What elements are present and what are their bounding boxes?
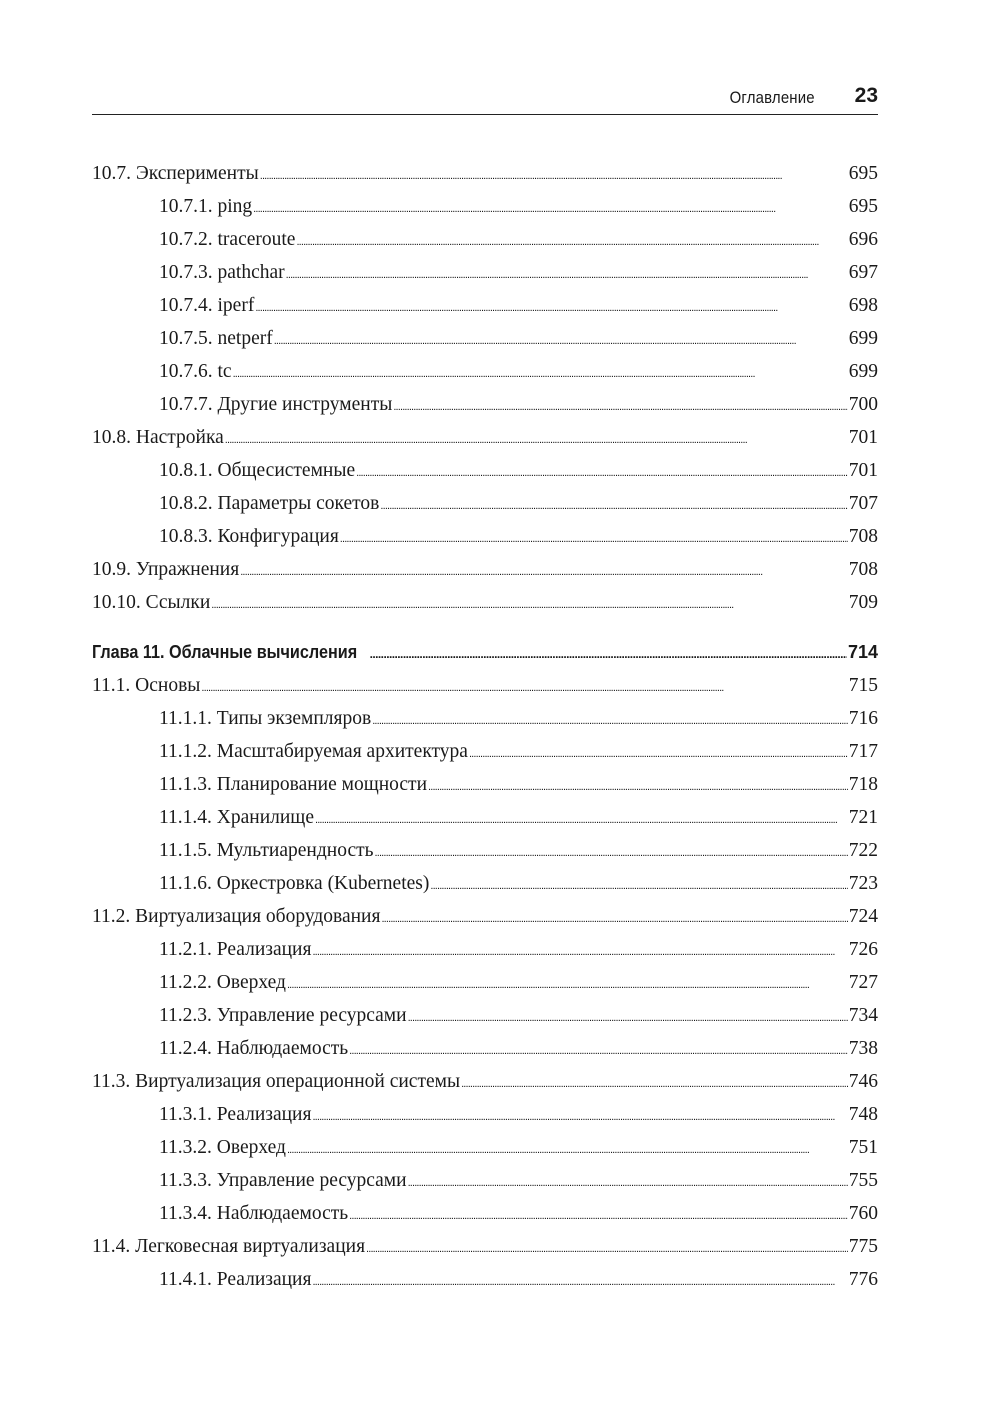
dot-leader: [201, 672, 847, 705]
toc-entry-page: 738: [848, 1038, 878, 1059]
toc-entry-page: 699: [848, 361, 878, 382]
dot-leader: [286, 259, 848, 292]
toc-chapter-entry[interactable]: [92, 636, 878, 669]
toc-entry-page: 734: [848, 1005, 878, 1026]
toc-entry-title: 11.1.3. Планирование мощности: [159, 774, 428, 795]
dot-leader: [312, 1266, 847, 1299]
toc-entry[interactable]: [92, 289, 878, 322]
toc-entry[interactable]: [92, 157, 878, 190]
toc-entry[interactable]: [92, 355, 878, 388]
toc-entry-title: 11.1. Основы: [92, 675, 201, 696]
toc-entry-page: 701: [848, 460, 878, 481]
toc-entry-title: 11.1.1. Типы экземпляров: [159, 708, 372, 729]
toc-entry[interactable]: [92, 900, 878, 933]
dot-leader: [356, 457, 848, 490]
toc-entry[interactable]: [92, 1164, 878, 1197]
dot-leader: [315, 804, 848, 837]
toc-entry[interactable]: [92, 966, 878, 999]
dot-leader: [349, 1035, 848, 1068]
toc-entry-title: 11.1.6. Оркестровка (Kubernetes): [159, 873, 430, 894]
dot-leader: [340, 523, 848, 556]
toc-entry[interactable]: [92, 553, 878, 586]
dot-leader: [296, 226, 847, 259]
toc-entry-page: 709: [848, 592, 878, 613]
toc-entry-title: 10.8. Настройка: [92, 427, 224, 448]
toc-entry-title: 10.10. Ссылки: [92, 592, 211, 613]
toc-entry-page: 714: [847, 642, 878, 662]
toc-entry-title: 11.2.4. Наблюдаемость: [159, 1038, 349, 1059]
toc-entry-page: 707: [848, 493, 878, 514]
toc-entry-page: 724: [848, 906, 878, 927]
toc-entry[interactable]: [92, 999, 878, 1032]
toc-entry-page: 776: [848, 1269, 878, 1290]
toc-entry-title: 11.3.2. Оверхед: [159, 1137, 286, 1158]
dot-leader: [366, 1233, 848, 1266]
toc-entry[interactable]: [92, 669, 878, 702]
toc-entry-title: 10.7.7. Другие инструменты: [159, 394, 393, 415]
toc-entry-title: 10.7.3. pathchar: [159, 262, 285, 283]
toc-entry[interactable]: [92, 834, 878, 867]
toc-entry-page: 695: [848, 196, 878, 217]
toc-entry-page: 760: [848, 1203, 878, 1224]
dot-leader: [428, 771, 848, 804]
toc-entry[interactable]: [92, 454, 878, 487]
toc-entry-title: 11.1.5. Мультиарендность: [159, 840, 374, 861]
toc-entry[interactable]: [92, 421, 878, 454]
toc-entry[interactable]: [92, 256, 878, 289]
running-head-title: Оглавление: [729, 88, 815, 107]
dot-leader: [312, 1101, 847, 1134]
toc-entry-title: 10.7.4. iperf: [159, 295, 255, 316]
toc-entry[interactable]: [92, 768, 878, 801]
dot-leader: [375, 837, 848, 870]
toc-entry[interactable]: [92, 1065, 878, 1098]
dot-leader: [240, 556, 848, 589]
toc-entry-title: 11.3. Виртуализация операционной системы: [92, 1071, 461, 1092]
toc-entry-title: 10.8.2. Параметры сокетов: [159, 493, 380, 514]
toc-entry-title: 11.4.1. Реализация: [159, 1269, 312, 1290]
table-of-contents: [92, 157, 878, 1296]
toc-entry[interactable]: [92, 1032, 878, 1065]
toc-entry-page: 717: [848, 741, 878, 762]
dot-leader: [287, 969, 848, 1002]
toc-entry-title: 11.3.4. Наблюдаемость: [159, 1203, 349, 1224]
toc-entry-page: 708: [848, 559, 878, 580]
toc-entry-page: 701: [848, 427, 878, 448]
toc-entry-page: 755: [848, 1170, 878, 1191]
toc-entry[interactable]: [92, 1197, 878, 1230]
toc-entry[interactable]: [92, 322, 878, 355]
dot-leader: [287, 1134, 848, 1167]
toc-entry[interactable]: [92, 1098, 878, 1131]
toc-entry[interactable]: [92, 1131, 878, 1164]
toc-entry[interactable]: [92, 190, 878, 223]
toc-entry-page: 751: [848, 1137, 878, 1158]
toc-entry-title: 10.7.2. traceroute: [159, 229, 296, 250]
toc-entry-page: 723: [848, 873, 878, 894]
toc-entry-page: 695: [848, 163, 878, 184]
toc-entry-title: 11.4. Легковесная виртуализация: [92, 1236, 366, 1257]
dot-leader: [408, 1002, 848, 1035]
toc-entry[interactable]: [92, 520, 878, 553]
dot-leader: [211, 589, 847, 622]
dot-leader: [233, 358, 848, 391]
toc-entry-page: 716: [848, 708, 878, 729]
page-number: 23: [854, 84, 878, 107]
toc-entry-title: 11.2.3. Управление ресурсами: [159, 1005, 407, 1026]
toc-entry-title: 11.1.2. Масштабируемая архитектура: [159, 741, 468, 762]
toc-entry-page: 746: [848, 1071, 878, 1092]
toc-entry[interactable]: [92, 586, 878, 619]
toc-entry[interactable]: [92, 933, 878, 966]
toc-entry-title: 10.7.6. tc: [159, 361, 232, 382]
toc-entry-title: 11.2. Виртуализация оборудования: [92, 906, 381, 927]
toc-entry-title: 11.3.3. Управление ресурсами: [159, 1170, 407, 1191]
dot-leader: [380, 490, 847, 523]
dot-leader: [393, 391, 847, 424]
toc-entry[interactable]: [92, 388, 878, 421]
dot-leader: [255, 292, 847, 325]
dot-leader: [430, 870, 847, 903]
toc-entry-title: 10.7.1. ping: [159, 196, 253, 217]
toc-entry-title: 10.8.1. Общесистемные: [159, 460, 356, 481]
dot-leader: [381, 903, 847, 936]
toc-entry-page: 698: [848, 295, 878, 316]
toc-entry[interactable]: [92, 801, 878, 834]
toc-entry-title: 11.1.4. Хранилище: [159, 807, 314, 828]
page-header: [92, 82, 878, 115]
toc-entry[interactable]: [92, 735, 878, 768]
toc-entry-title: 11.3.1. Реализация: [159, 1104, 312, 1125]
dot-leader: [349, 1200, 848, 1233]
dot-leader: [260, 160, 848, 193]
toc-entry-title: Глава 11. Облачные вычисления: [92, 642, 358, 662]
toc-entry-title: 10.8.3. Конфигурация: [159, 526, 339, 547]
toc-entry-page: 748: [848, 1104, 878, 1125]
toc-entry[interactable]: [92, 1230, 878, 1263]
toc-entry-title: 11.2.2. Оверхед: [159, 972, 286, 993]
toc-entry-title: 11.2.1. Реализация: [159, 939, 312, 960]
dot-leader: [370, 638, 847, 671]
toc-entry[interactable]: [92, 867, 878, 900]
toc-entry[interactable]: [92, 223, 878, 256]
toc-entry-page: 726: [848, 939, 878, 960]
toc-entry-page: 775: [848, 1236, 878, 1257]
toc-entry-page: 722: [848, 840, 878, 861]
toc-entry-page: 700: [848, 394, 878, 415]
toc-entry-page: 715: [848, 675, 878, 696]
dot-leader: [253, 193, 848, 226]
toc-entry-title: 10.7. Эксперименты: [92, 163, 259, 184]
dot-leader: [274, 325, 848, 358]
toc-entry-page: 699: [848, 328, 878, 349]
dot-leader: [312, 936, 847, 969]
toc-entry-title: 10.9. Упражнения: [92, 559, 240, 580]
dot-leader: [408, 1167, 848, 1200]
toc-entry-page: 697: [848, 262, 878, 283]
dot-leader: [372, 705, 848, 738]
toc-entry[interactable]: [92, 702, 878, 735]
toc-entry-page: 718: [848, 774, 878, 795]
toc-entry[interactable]: [92, 487, 878, 520]
dot-leader: [469, 738, 848, 771]
dot-leader: [461, 1068, 848, 1101]
toc-entry-page: 727: [848, 972, 878, 993]
toc-entry[interactable]: [92, 1263, 878, 1296]
toc-entry-page: 696: [848, 229, 878, 250]
toc-entry-page: 721: [848, 807, 878, 828]
toc-entry-page: 708: [848, 526, 878, 547]
toc-entry-title: 10.7.5. netperf: [159, 328, 273, 349]
dot-leader: [225, 424, 848, 457]
